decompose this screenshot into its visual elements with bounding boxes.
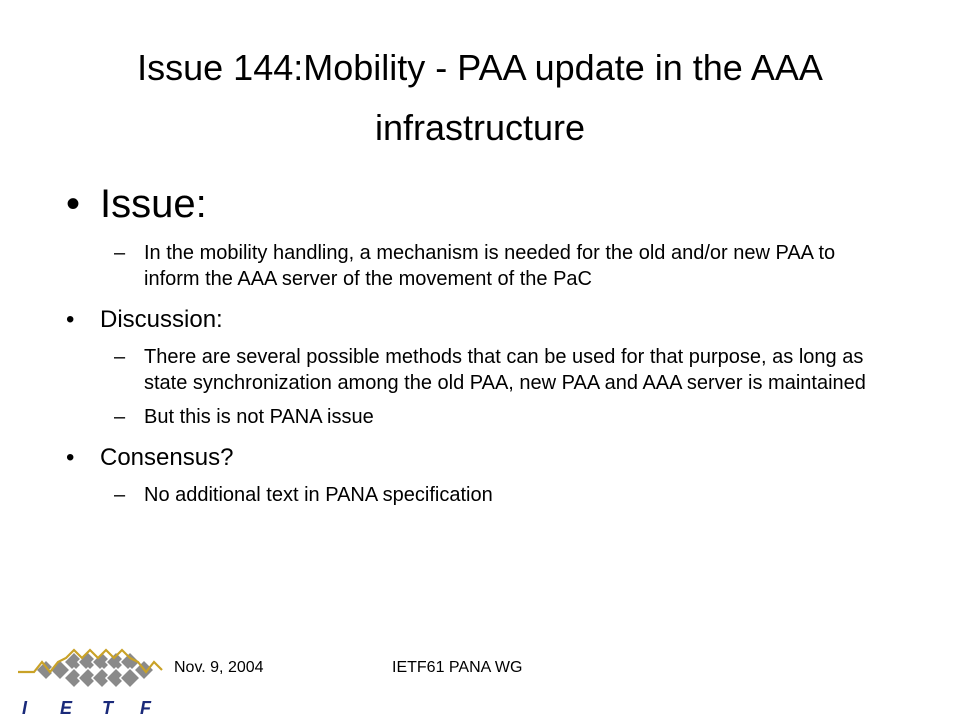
bullet-marker: • — [66, 306, 75, 333]
bullet-discussion — [60, 304, 890, 336]
consensus-text: No additional text in PANA specification — [144, 484, 493, 506]
logo-letter-i: I — [22, 698, 28, 718]
issue-heading: Issue: — [100, 182, 207, 226]
logo-letter-t: T — [102, 698, 113, 718]
slide-title: Issue 144:Mobility - PAA update in the AAA infrastructure — [137, 47, 823, 148]
discussion-text-2: But this is not PANA issue — [144, 406, 374, 428]
discussion-text-1: There are several possible methods that can be used for that purpose, as long as state synchronization among the old PAA, new PAA and AAA server is maintained — [144, 346, 866, 394]
consensus-heading: Consensus? — [100, 444, 234, 471]
bullet-marker: • — [66, 182, 81, 226]
footer-event: IETF61 PANA WG — [392, 659, 523, 676]
logo-letter-e: E — [60, 698, 73, 718]
sub-bullet-issue-1 — [60, 240, 890, 292]
dash-marker: – — [114, 406, 126, 428]
dash-marker: – — [114, 484, 126, 506]
sub-bullet-discussion-2 — [60, 404, 890, 430]
discussion-heading: Discussion: — [100, 306, 223, 333]
footer-date: Nov. 9, 2004 — [174, 659, 264, 676]
slide-body — [60, 178, 890, 516]
dash-marker: – — [114, 242, 126, 264]
bullet-issue — [60, 178, 890, 230]
bullet-consensus — [60, 442, 890, 474]
sub-bullet-discussion-1 — [60, 344, 890, 396]
dash-marker: – — [114, 346, 126, 368]
ietf-logo-icon — [14, 640, 164, 718]
logo-letter-f: F — [140, 698, 151, 718]
issue-text: In the mobility handling, a mechanism is needed for the old and/or new PAA to inform the AAA server of the movement of the PaC — [144, 242, 836, 290]
sub-bullet-consensus-1 — [60, 482, 890, 508]
bullet-marker: • — [66, 444, 75, 471]
